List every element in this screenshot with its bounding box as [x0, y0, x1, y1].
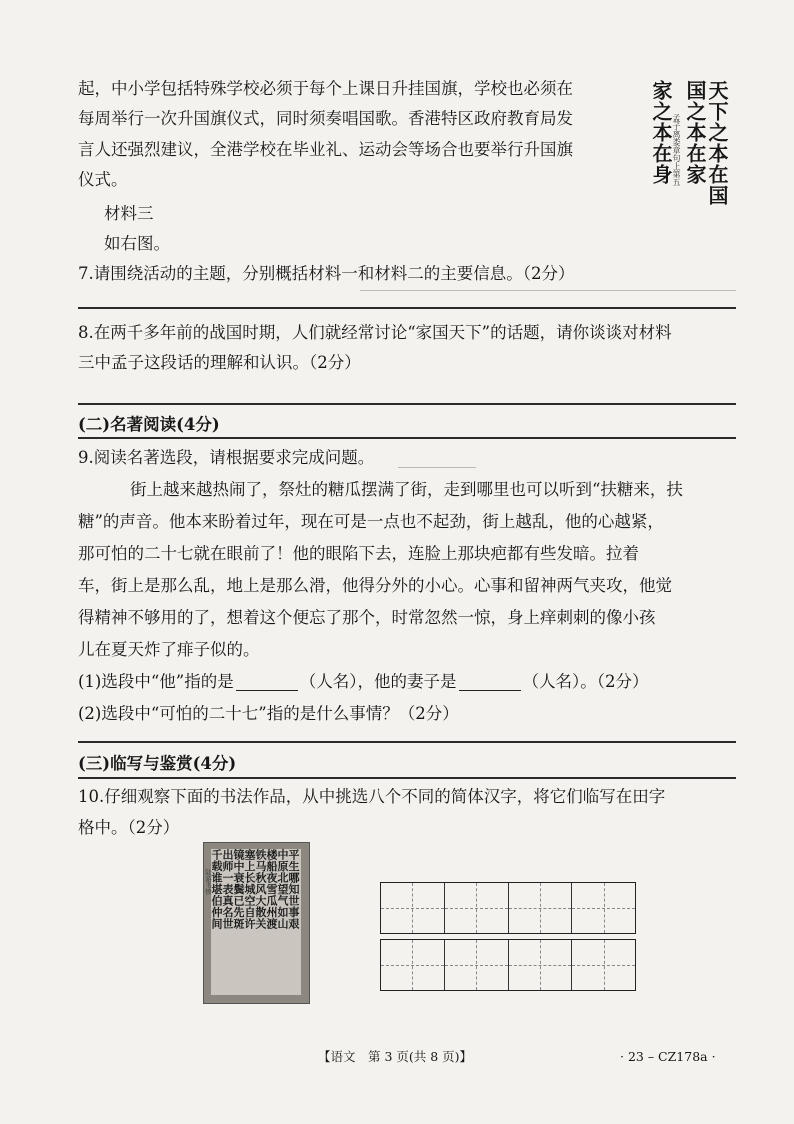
- page-footer: 【语文 第 3 页(共 8 页)】: [318, 1049, 473, 1064]
- passage-line-3: 那可怕的二十七就在眼前了！他的眼陷下去，连脸上那块疤都有些发暗。拉着: [78, 544, 639, 563]
- tianzige-grid-row-1[interactable]: [380, 882, 636, 934]
- calligraphy-scroll: [204, 849, 301, 995]
- passage-line-6: 儿在夏天炸了痱子似的。: [78, 640, 260, 659]
- answer-line: [78, 741, 736, 743]
- passage-line-1: 街上越来越热闹了，祭灶的糖瓜摆满了街，走到哪里也可以听到“扶糖来，扶: [130, 480, 683, 499]
- grid-cell[interactable]: [572, 940, 635, 990]
- question-8-line-1: 8.在两千多年前的战国时期，人们就经常讨论“家国天下”的话题，请你谈谈对材料: [78, 323, 672, 342]
- character-name-blank[interactable]: [236, 670, 298, 691]
- passage-line-4: 车，街上是那么乱，地上是那么滑，他得分外的小心。心事和留神两气夹攻，他觉: [78, 576, 672, 595]
- calligraphy-column: 平生哪知世事艰: [287, 849, 300, 930]
- quote-column-1: 天下之本在国: [705, 80, 729, 206]
- section-divider: [78, 437, 736, 439]
- question-8-line-2: 三中孟子这段话的理解和认识。（2分）: [78, 353, 361, 372]
- section-divider: [78, 777, 736, 779]
- calligraphy-column: 千载谁堪伯仲间: [210, 849, 223, 930]
- calligraphy-column: 楼船夜雪瓜州渡: [265, 849, 278, 930]
- grid-cell[interactable]: [509, 940, 573, 990]
- wife-name-blank[interactable]: [459, 670, 521, 691]
- quote-attribution: 孟子离娄章句上第五: [672, 114, 681, 186]
- passage-line-2: 糖”的声音。他本来盼着过年，现在可是一点也不起劲，街上越乱，他的心越紧，: [78, 512, 664, 531]
- calligraphy-column: 塞上长城空自许: [243, 849, 256, 930]
- calligraphy-column: 镜中衰鬓已先斑: [232, 849, 245, 930]
- question-7: 7.请围绕活动的主题，分别概括材料一和材料二的主要信息。（2分）: [78, 264, 575, 283]
- grid-cell[interactable]: [445, 883, 509, 933]
- calligraphy-column: 中原北望气如山: [276, 849, 289, 930]
- question-10-line-1: 10.仔细观察下面的书法作品，从中挑选八个不同的简体汉字，将它们临写在田字: [78, 787, 666, 806]
- artwork-signature: 陆游书愤: [204, 869, 212, 895]
- sub1-text-a: (1)选段中“他”指的是: [78, 672, 234, 691]
- question-9-sub-1: [78, 667, 649, 697]
- question-9-sub-2: (2)选段中“可怕的二十七”指的是什么事情？（2分）: [78, 704, 459, 723]
- answer-line: [78, 307, 736, 309]
- tianzige-grid-row-2[interactable]: [380, 939, 636, 991]
- question-9-prompt: 9.阅读名著选段，请根据要求完成问题。: [78, 448, 375, 467]
- material2-line-2: 每周举行一次升国旗仪式，同时须奏唱国歌。香港特区政府教育局发: [78, 109, 573, 128]
- answer-line: [78, 403, 736, 405]
- calligraphy-column: 铁马秋风大散关: [254, 849, 267, 930]
- material2-line-3: 言人还强烈建议，全港学校在毕业礼、运动会等场合也要举行升国旗: [78, 140, 573, 159]
- calligraphy-artwork: [203, 842, 310, 1004]
- quote-column-2: 国之本在家: [683, 80, 707, 185]
- grid-cell[interactable]: [572, 883, 635, 933]
- grid-cell[interactable]: [509, 883, 573, 933]
- answer-line: [398, 467, 476, 468]
- material2-line-4: 仪式。: [78, 170, 128, 189]
- answer-line: [360, 290, 736, 291]
- material3-title: 材料三: [104, 204, 154, 223]
- section-3-heading: (三)临写与鉴赏(4分): [78, 754, 237, 773]
- grid-cell[interactable]: [445, 940, 509, 990]
- passage-line-5: 得精神不够用的了，想着这个便忘了那个，时常忽然一惊，身上痒刺刺的像小孩: [78, 608, 656, 627]
- material3-body: 如右图。: [104, 234, 170, 253]
- grid-cell[interactable]: [381, 883, 445, 933]
- grid-cell[interactable]: [381, 940, 445, 990]
- sub1-text-b: （人名），他的妻子是: [299, 672, 457, 691]
- sub1-text-c: （人名）。（2分）: [522, 672, 649, 691]
- question-10-line-2: 格中。（2分）: [78, 818, 180, 837]
- section-2-heading: (二)名著阅读(4分): [78, 415, 220, 434]
- material2-line-1: 起，中小学包括特殊学校必须于每个上课日升挂国旗，学校也必须在: [78, 79, 573, 98]
- calligraphy-column: 出师一表真名世: [221, 849, 234, 930]
- quote-column-3: 家之本在身: [649, 80, 673, 185]
- exam-code: · 23 – CZ178a ·: [620, 1049, 716, 1064]
